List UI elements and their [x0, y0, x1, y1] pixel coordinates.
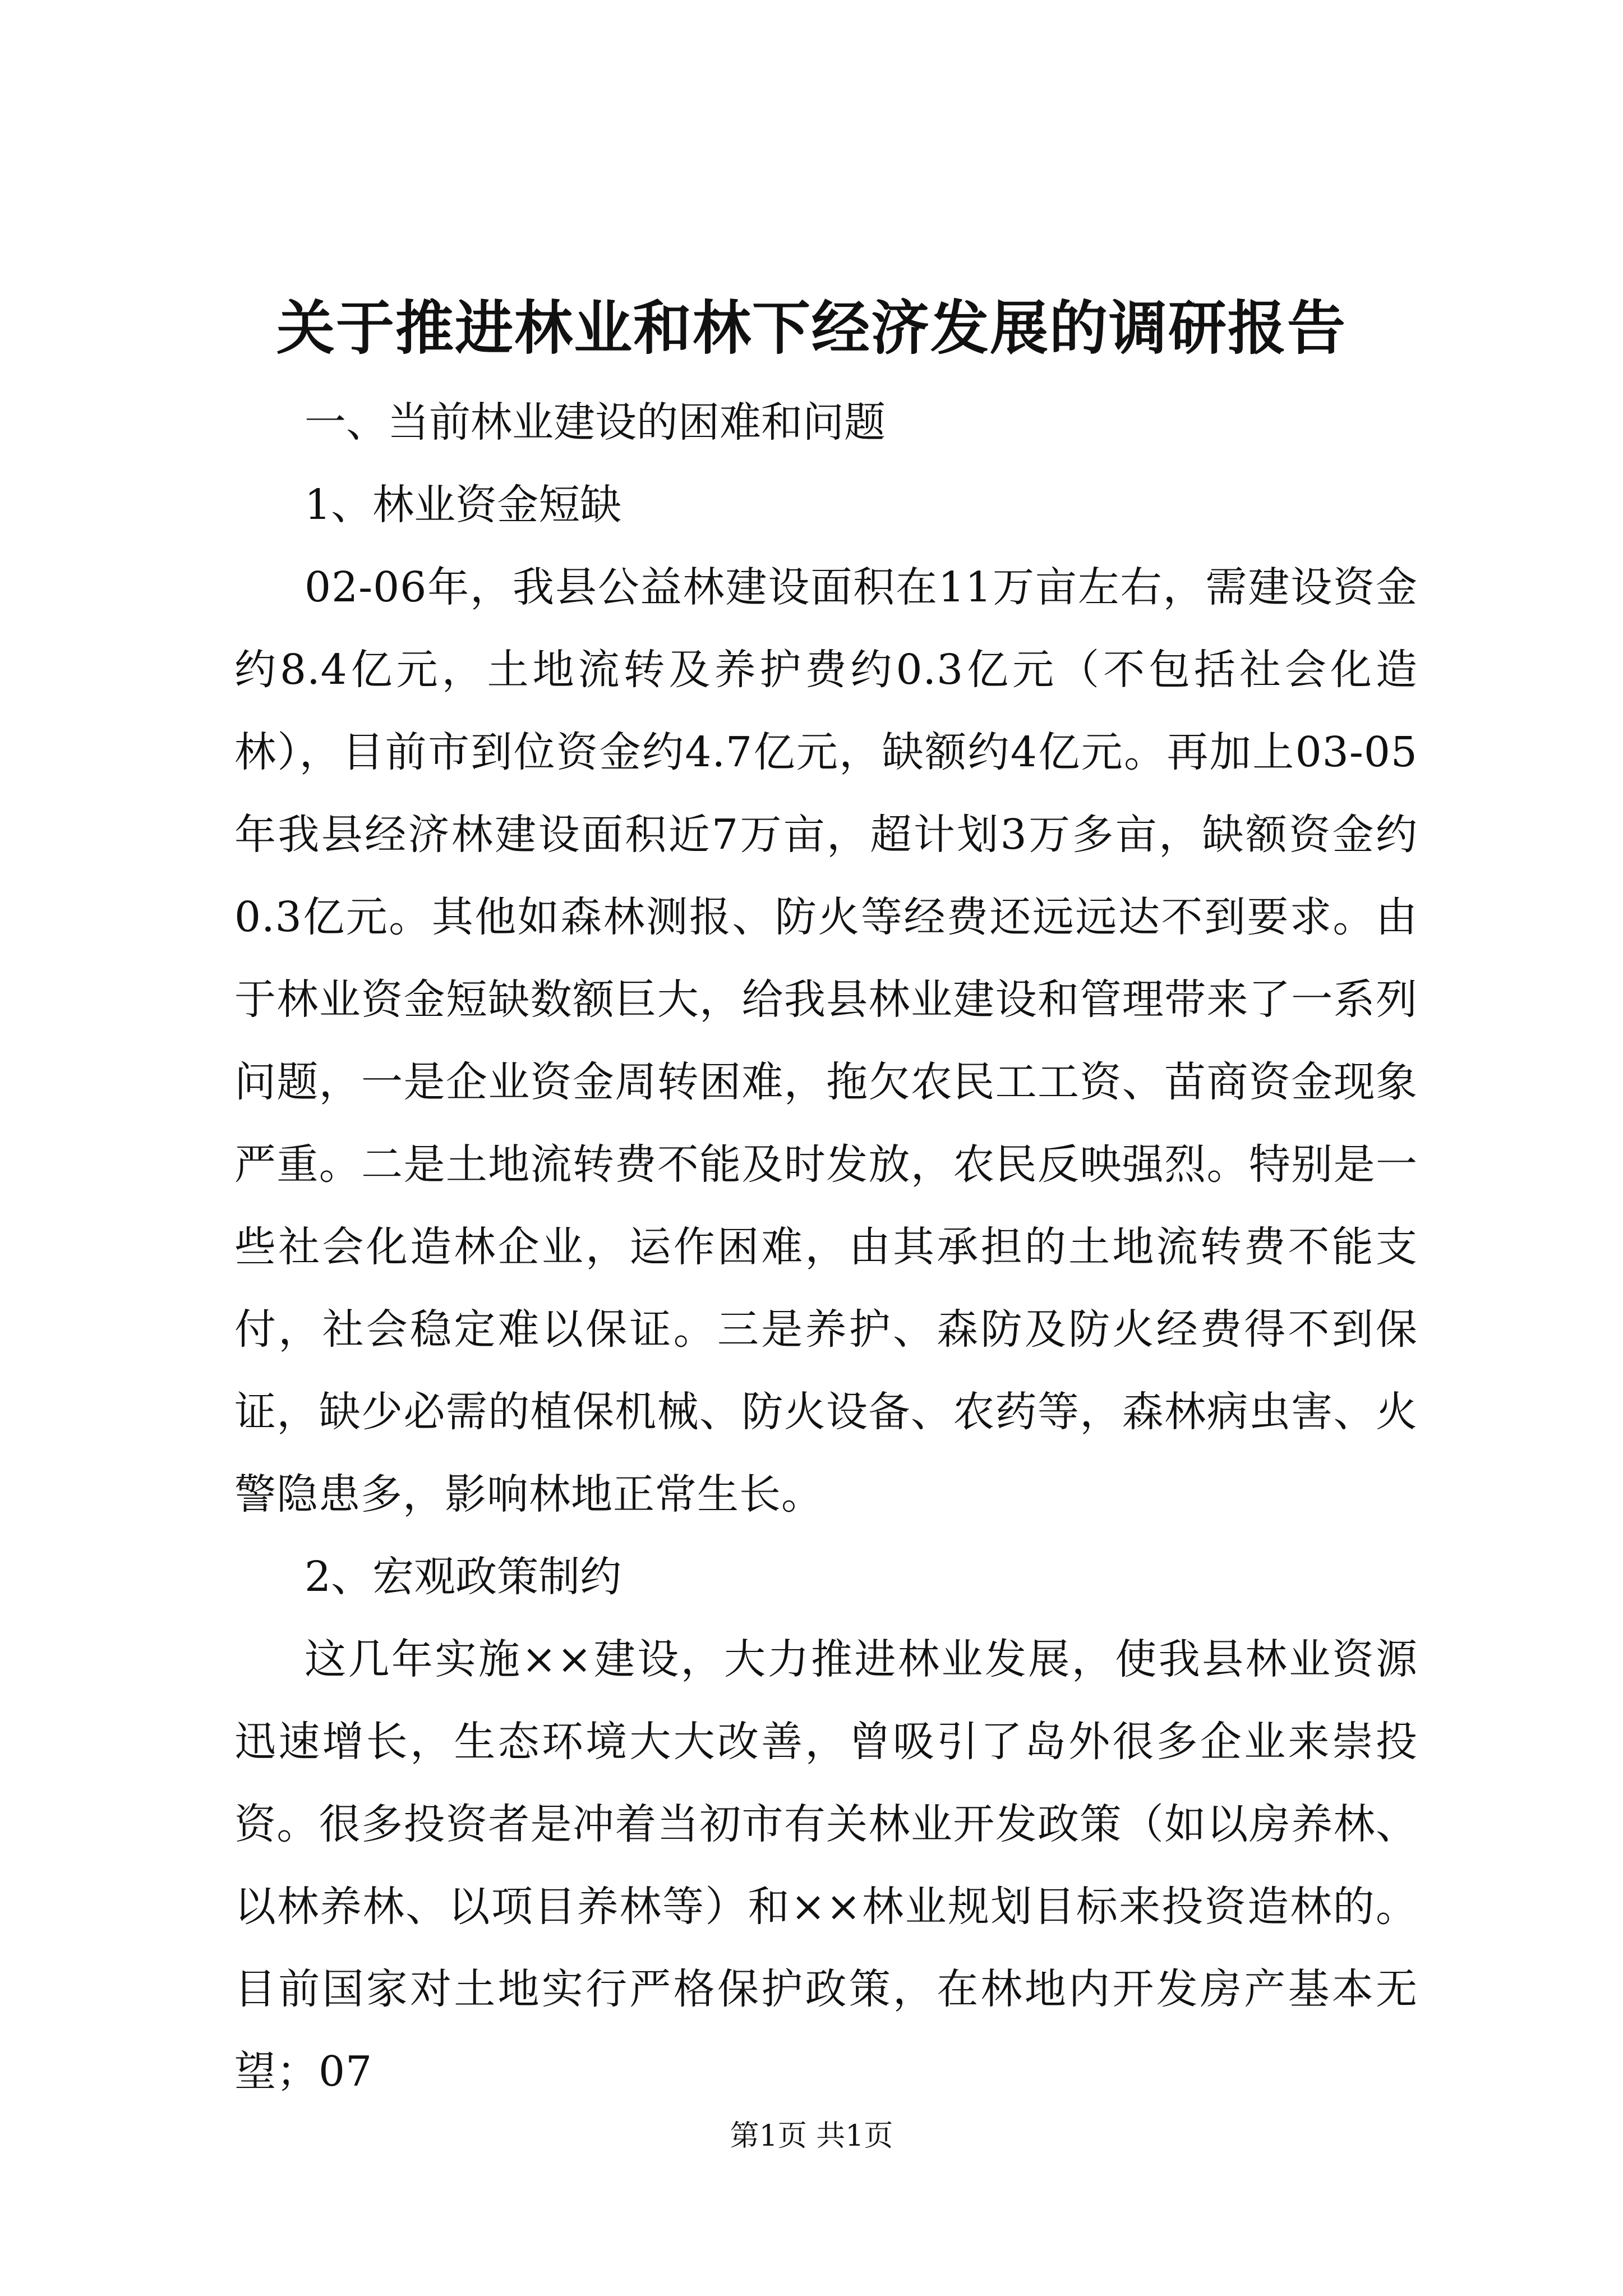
paragraph-funding: 02-06年，我县公益林建设面积在11万亩左右，需建设资金约8.4亿元，土地流转及养护费约0.3亿元（不包括社会化造林），目前市到位资金约4.7亿元，缺额约4亿元。再加上03-05年我县经济林建设面积近7万亩，超计划3万多亩，缺额资金约0.3亿元。其他如森林测报、防火等经费还远远达不到要求。由于林业资金短缺数额巨大，给我县林业建设和管理带来了一系列问题，一是企业资金周转困难，拖欠农民工工资、苗商资金现象严重。二是土地流转费不能及时发放，农民反映强烈。特别是一些社会化造林企业，运作困难，由其承担的土地流转费不能支付，社会稳定难以保证。三是养护、森防及防火经费得不到保证，缺少必需的植保机械、防火设备、农药等，森林病虫害、火警隐患多，影响林地正常生长。: [234, 563, 1418, 1519]
subsection-heading-funding: 1、林业资金短缺: [305, 481, 622, 529]
document-title: 关于推进林业和林下经济发展的调研报告: [276, 293, 1347, 362]
subsection-heading-policy: 2、宏观政策制约: [305, 1553, 622, 1601]
section-heading: 一、当前林业建设的困难和问题: [305, 398, 886, 447]
paragraph-policy: 这几年实施××建设，大力推进林业发展，使我县林业资源迅速增长，生态环境大大改善，曾吸引了岛外很多企业来崇投资。很多投资者是冲着当初市有关林业开发政策（如以房养林、以林养林、以项目养林等）和××林业规划目标来投资造林的。目前国家对土地实行严格保护政策，在林地内开发房产基本无望；07: [234, 1635, 1418, 2096]
document-body: [234, 381, 1418, 2113]
page-number-footer: 第1页 共1页: [730, 2119, 893, 2153]
